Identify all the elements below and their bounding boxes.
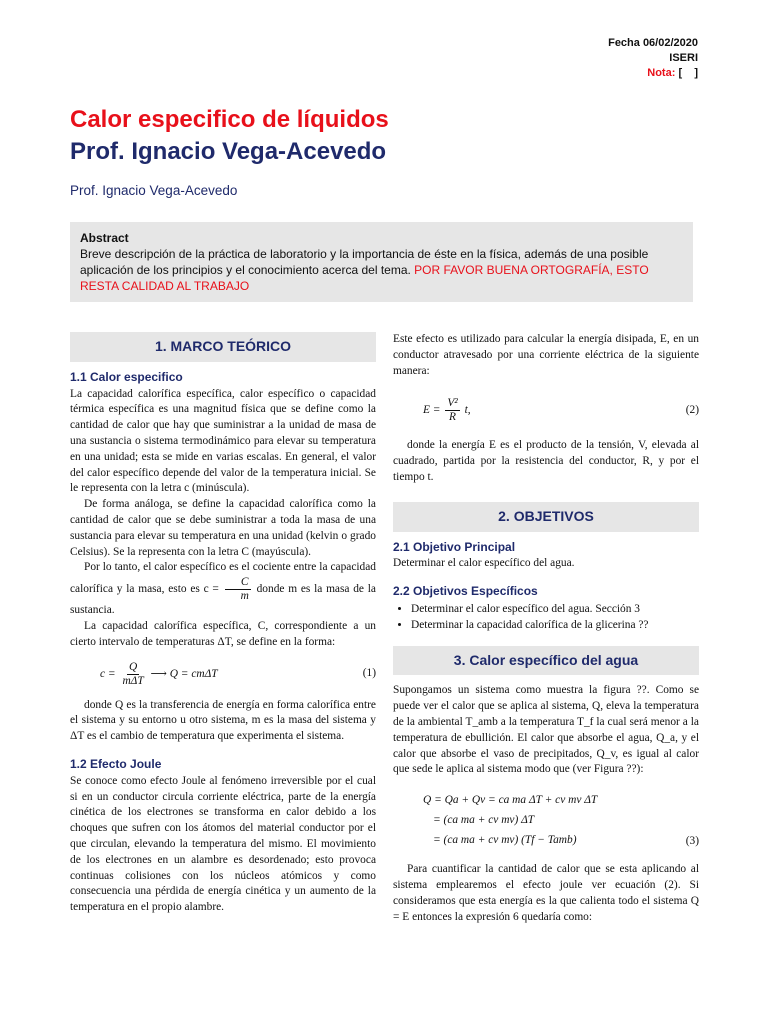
list-item: • Determinar la capacidad calorífica de la glicerina ?? [411,618,699,634]
date-label: Fecha 06/02/2020 [608,37,698,49]
paragraph: Para cuantificar la cantidad de calor que se esta aplicando al sistema emplearemos el efecto joule ver ecuación (2). Si consideramos que esta energía es la que calienta todo el sistema Q = E entonces la expresión 6 quedaría como: [393,863,699,923]
left-column [70,332,376,916]
paragraph: donde Q es la transferencia de energía en forma calorífica entre el sistema y su entorno u otro sistema, m es la masa del sistema y ΔT es el cambio de temperatura que experimenta el sistema. [70,698,376,743]
equation-3 [393,790,699,850]
subsection-calor-especifico: 1.1 Calor especifico [70,369,183,384]
abstract-warning: POR FAVOR BUENA ORTOGRAFÍA, ESTO RESTA CALIDAD AL TRABAJO [80,263,649,293]
paragraph-text: donde m es la masa de la sustancia. [70,583,376,617]
subsection-efecto-joule: 1.2 Efecto Joule [70,756,162,771]
section-heading-calor-agua: 3. Calor específico del agua [393,646,699,676]
list-item: • Determinar el calor específico del agua. Sección 3 [411,602,699,618]
eq1-lhs: c = [100,667,119,680]
equation-1 [70,661,376,688]
right-column [393,332,699,925]
abstract-heading: Abstract [80,231,129,245]
abstract-box [70,222,693,302]
equation-number: (1) [362,667,376,680]
subsection-objetivo-principal: 2.1 Objetivo Principal [393,539,516,554]
eq2-rhs: t, [464,404,471,417]
eq3-line: = (ca ma + cv mv) ΔT [433,814,535,827]
equation-number: (2) [685,403,699,416]
paragraph: Determinar el calor específico del agua. [393,557,575,570]
paragraph: donde la energía E es el producto de la tensión, V, elevada al cuadrado, partida por la resistencia del conductor, R, y por el tiempo t. [393,439,699,483]
author-name: Prof. Ignacio Vega-Acevedo [70,183,238,198]
paragraph-text: Por lo tanto, el calor específico es el cociente entre la capacidad calorífica y la masa, esto es c = [70,561,376,596]
eq1-rhs: ⟶ Q = cmΔT [150,667,218,680]
abstract-text: Breve descripción de la práctica de laboratorio y la importancia de éste en la física, además de una posible aplicación de los principios y el conocimiento acerca del tema. [80,247,649,277]
objectives-list [393,602,699,634]
paragraph: Se conoce como efecto Joule al fenómeno irreversible por el cual si en un conductor circula corriente eléctrica, parte de la energía cinética de los electrones se transforma en calor debido a los choques que sufren con los átomos del material conductor por el que circulan, elevando la temperatura del mismo. El movimiento de los electrones en un alambre es desordenado; esto provoca continuas colisiones con los núcleos atómicos y como consecuencia una pérdida de energía cinética y un aumento de la temperatura en el propio alambre. [70,774,376,914]
fraction-V2-over-R: $\frac{\text{V²}}{R}$ [447,397,458,424]
equation-number: (3) [685,835,699,848]
paragraph: La capacidad calorífica específica, C, correspondiente a un cierto intervalo de temperaturas ΔT, se define en la forma: [70,619,376,648]
page-subtitle: Prof. Ignacio Vega-Acevedo [70,138,387,165]
section-heading-marco: 1. MARCO TEÓRICO [70,332,376,362]
page-title: Calor especifico de líquidos [70,106,389,133]
paragraph: La capacidad calorífica específica, calor específico o capacidad térmica específica es una magnitud física que se define como la cantidad de calor que hay que suministrar a la unidad de masa de una sustancia o sistema termodinámico para elevar su temperatura en una unidad; esta se mide en varias escalas. En general, el valor del calor específico depende del valor de la temperatura inicial. Se le representa con la letra c (minúscula). [70,387,376,495]
fraction-Q-over-mdT: $\frac{Q}{\text{mΔT}}$ [122,660,144,687]
eq3-line: = (ca ma + cv mv) (Tf − Tamb) [433,834,577,847]
title-block [70,104,389,168]
grade-line [608,66,698,81]
grade-value: [ ] [678,67,698,79]
equation-2 [393,397,699,424]
org-label: ISERI [669,52,698,64]
eq2-lhs: E = [423,404,444,417]
grade-label: Nota: [647,67,676,79]
paragraph: De forma análoga, se define la capacidad calorífica como la cantidad de calor que se debe suministrar a toda la masa de una sustancia para elevar su temperatura en una unidad (kelvin o grado Celsius). Se la representa con la letra C (mayúscula). [70,498,376,558]
section-heading-objetivos: 2. OBJETIVOS [393,502,699,532]
eq3-line: Q = Qa + Qv = ca ma ΔT + cv mv ΔT [423,794,598,807]
paragraph: Este efecto es utilizado para calcular la energía disipada, E, en un conductor atravesado por una corriente eléctrica de la siguiente manera: [393,333,699,377]
header-meta [608,36,698,81]
fraction-C-over-m: $\frac{C}{m}$ [225,576,251,603]
subsection-objetivos-especificos: 2.2 Objetivos Específicos [393,584,538,599]
paragraph: Supongamos un sistema como muestra la figura ??. Como se puede ver el calor que se aplica al sistema, Q, eleva la temperatura de la ambiental T_amb a la temperatura T_f la cual será menor a la temperatura de ebullición. El calor que absorbe el agua, Q_a, y el calor que absorbe el vaso de precipitados, Q_v, es igual al calor que sede le aplica al sistema modo que (ver Figura ??): [393,684,699,776]
paragraph-cociente [70,560,376,619]
